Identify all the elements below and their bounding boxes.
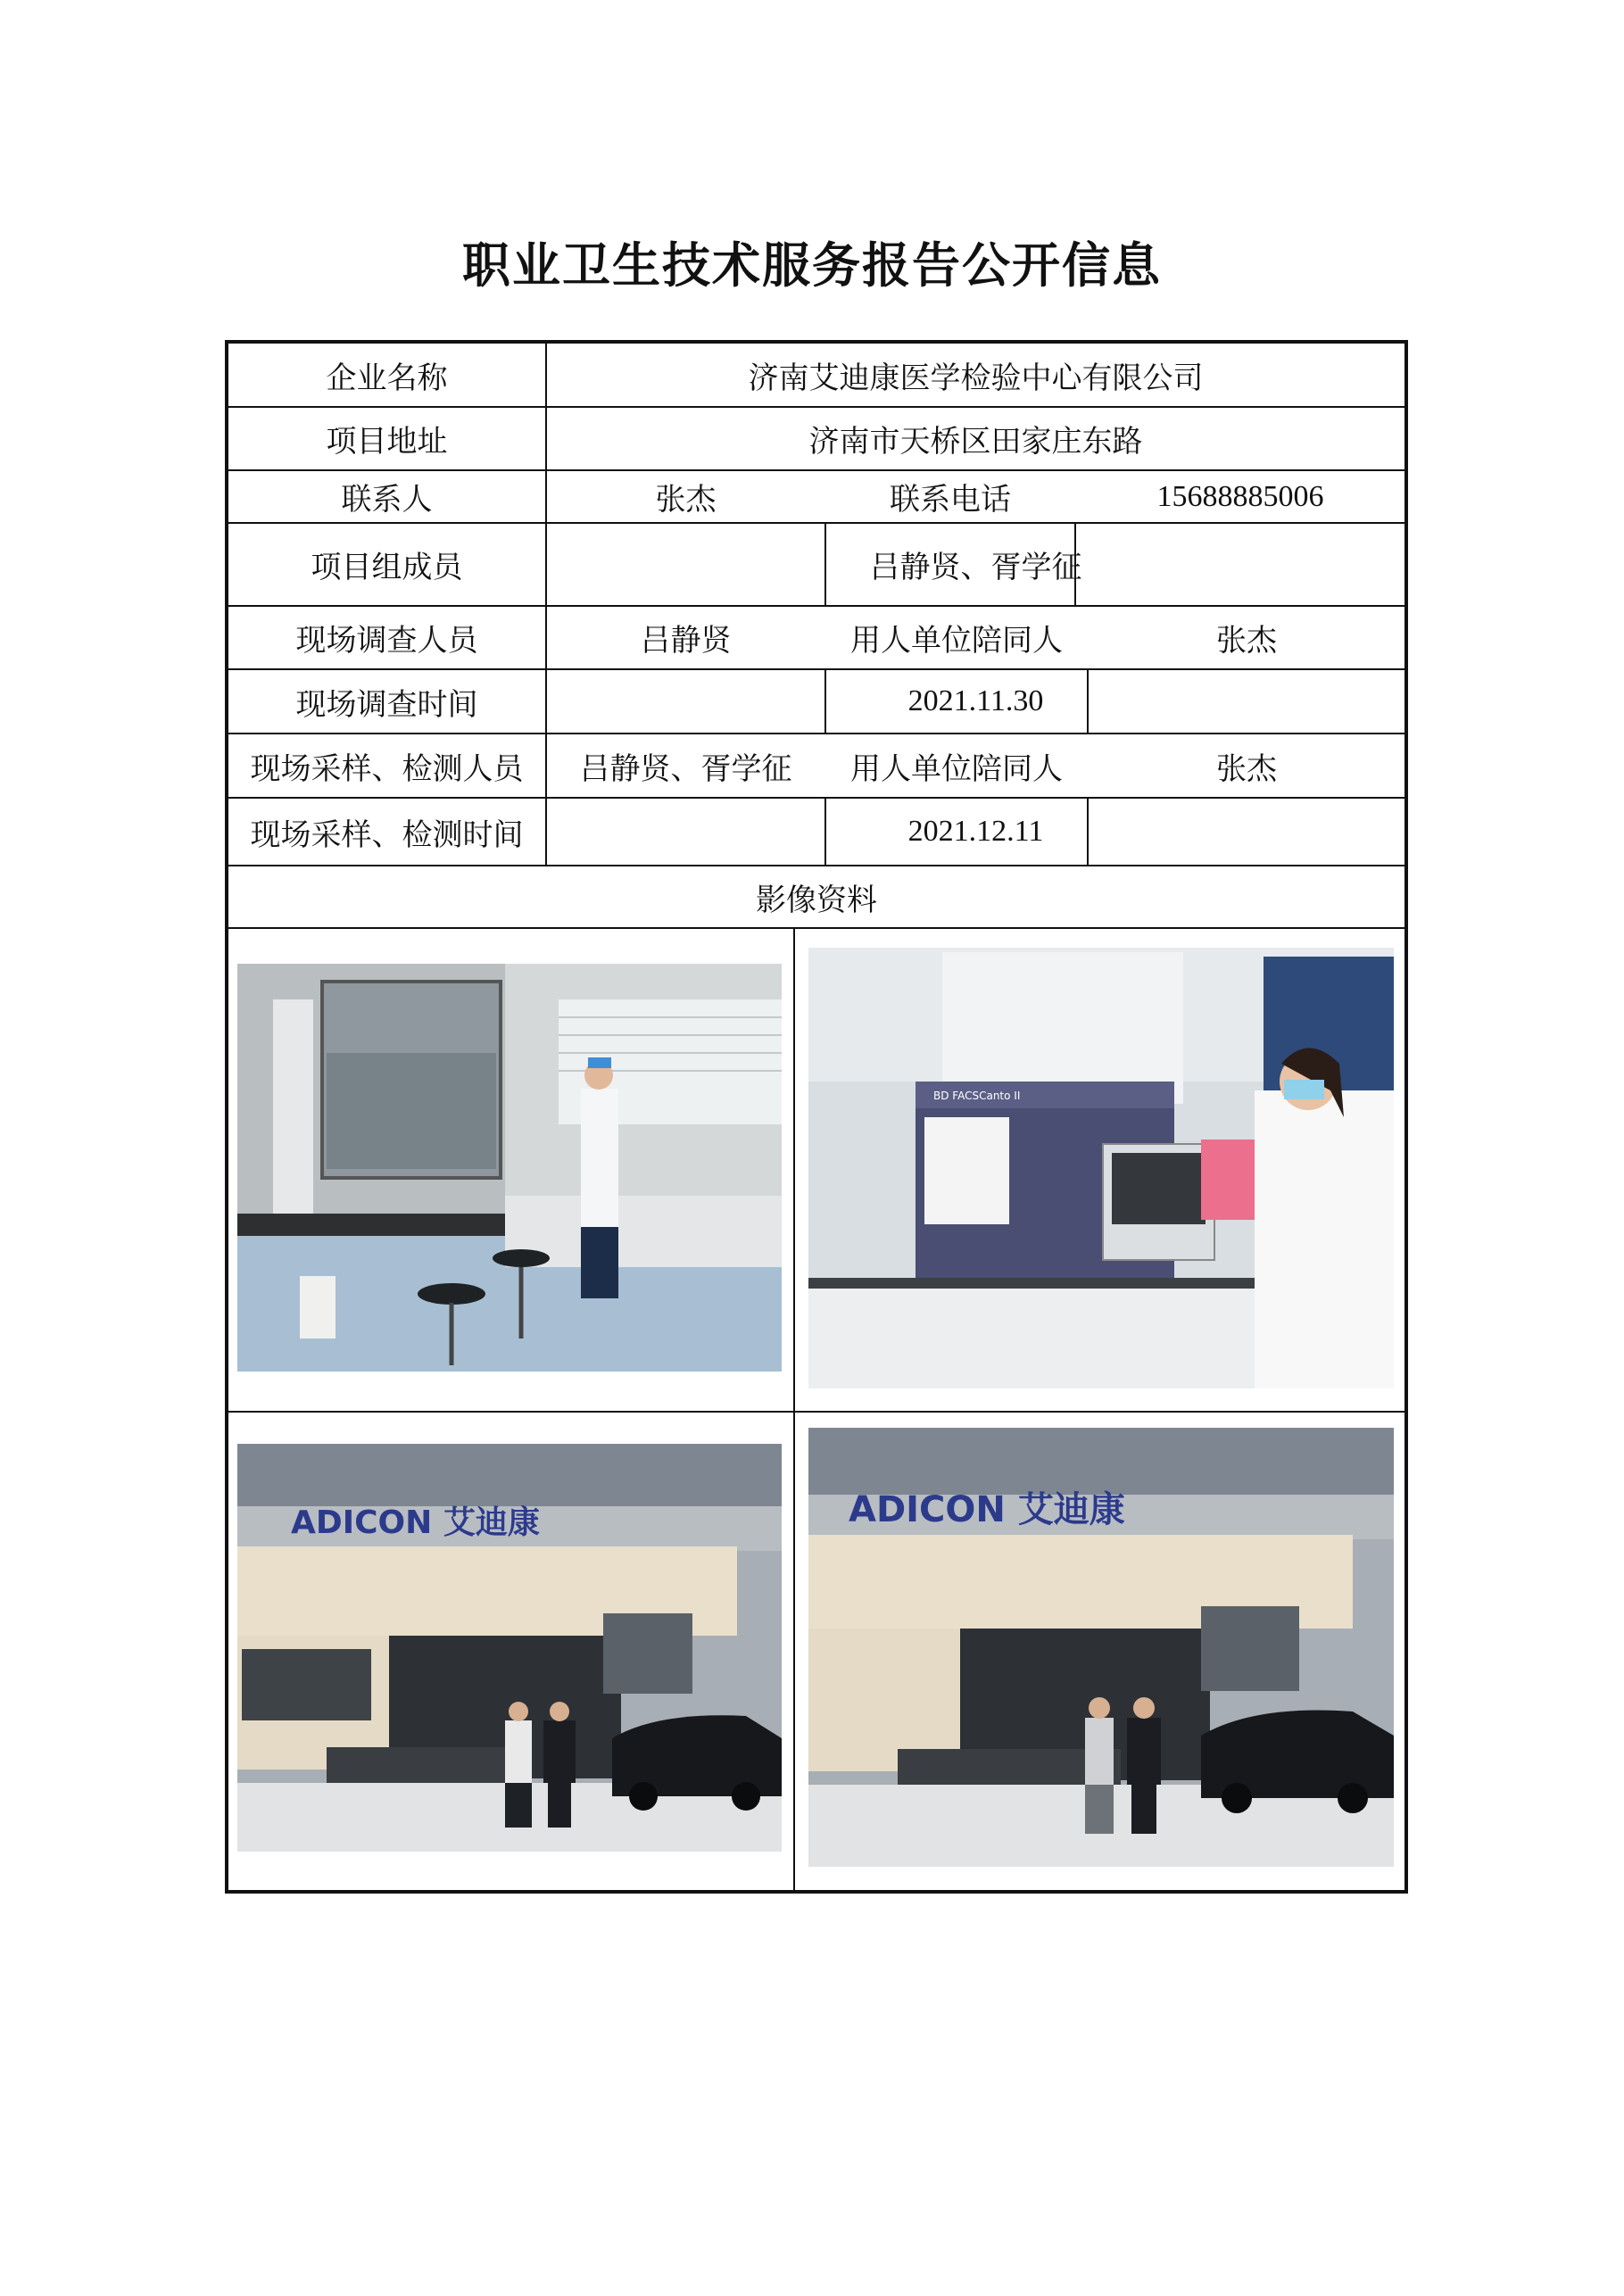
sampling-staff-value: 吕静贤、胥学征 xyxy=(579,750,792,787)
page-title: 职业卫生技术服务报告公开信息 xyxy=(462,237,1162,294)
building-entrance-photo-2 xyxy=(808,1428,1394,1867)
lab-sign-1: ADICON 艾迪康 xyxy=(291,1504,540,1541)
survey-staff-value: 吕静贤 xyxy=(640,623,732,659)
survey-time-label: 现场调查时间 xyxy=(295,686,478,723)
members-value: 吕静贤、胥学征 xyxy=(869,550,1082,585)
contact-label: 联系人 xyxy=(341,482,433,518)
survey-escort-value: 张杰 xyxy=(1216,623,1277,659)
lab-sign-2: ADICON 艾迪康 xyxy=(849,1489,1125,1530)
phone-label: 联系电话 xyxy=(890,482,1011,518)
sampling-time-label: 现场采样、检测时间 xyxy=(250,816,524,853)
address-label: 项目地址 xyxy=(326,424,448,460)
company-value: 济南艾迪康医学检验中心有限公司 xyxy=(748,360,1204,396)
instrument-label: BD FACSCanto II xyxy=(933,1090,1021,1102)
survey-time-value: 2021.11.30 xyxy=(907,684,1044,717)
building-entrance-photo-1 xyxy=(237,1444,782,1852)
address-value: 济南市天桥区田家庄东路 xyxy=(808,424,1143,460)
sampling-staff-label: 现场采样、检测人员 xyxy=(250,750,524,787)
survey-escort-label: 用人单位陪同人 xyxy=(850,623,1063,659)
members-label: 项目组成员 xyxy=(311,550,463,585)
phone-value: 15688885006 xyxy=(1156,479,1324,513)
lab-fume-hood-photo xyxy=(237,964,782,1372)
sampling-time-value: 2021.12.11 xyxy=(907,815,1044,848)
flow-cytometer-photo xyxy=(808,948,1394,1388)
survey-staff-label: 现场调查人员 xyxy=(295,623,478,659)
sampling-escort-value: 张杰 xyxy=(1216,750,1277,787)
contact-value: 张杰 xyxy=(655,482,717,518)
sampling-escort-label: 用人单位陪同人 xyxy=(850,750,1063,787)
images-label: 影像资料 xyxy=(756,882,877,918)
company-label: 企业名称 xyxy=(326,360,448,396)
